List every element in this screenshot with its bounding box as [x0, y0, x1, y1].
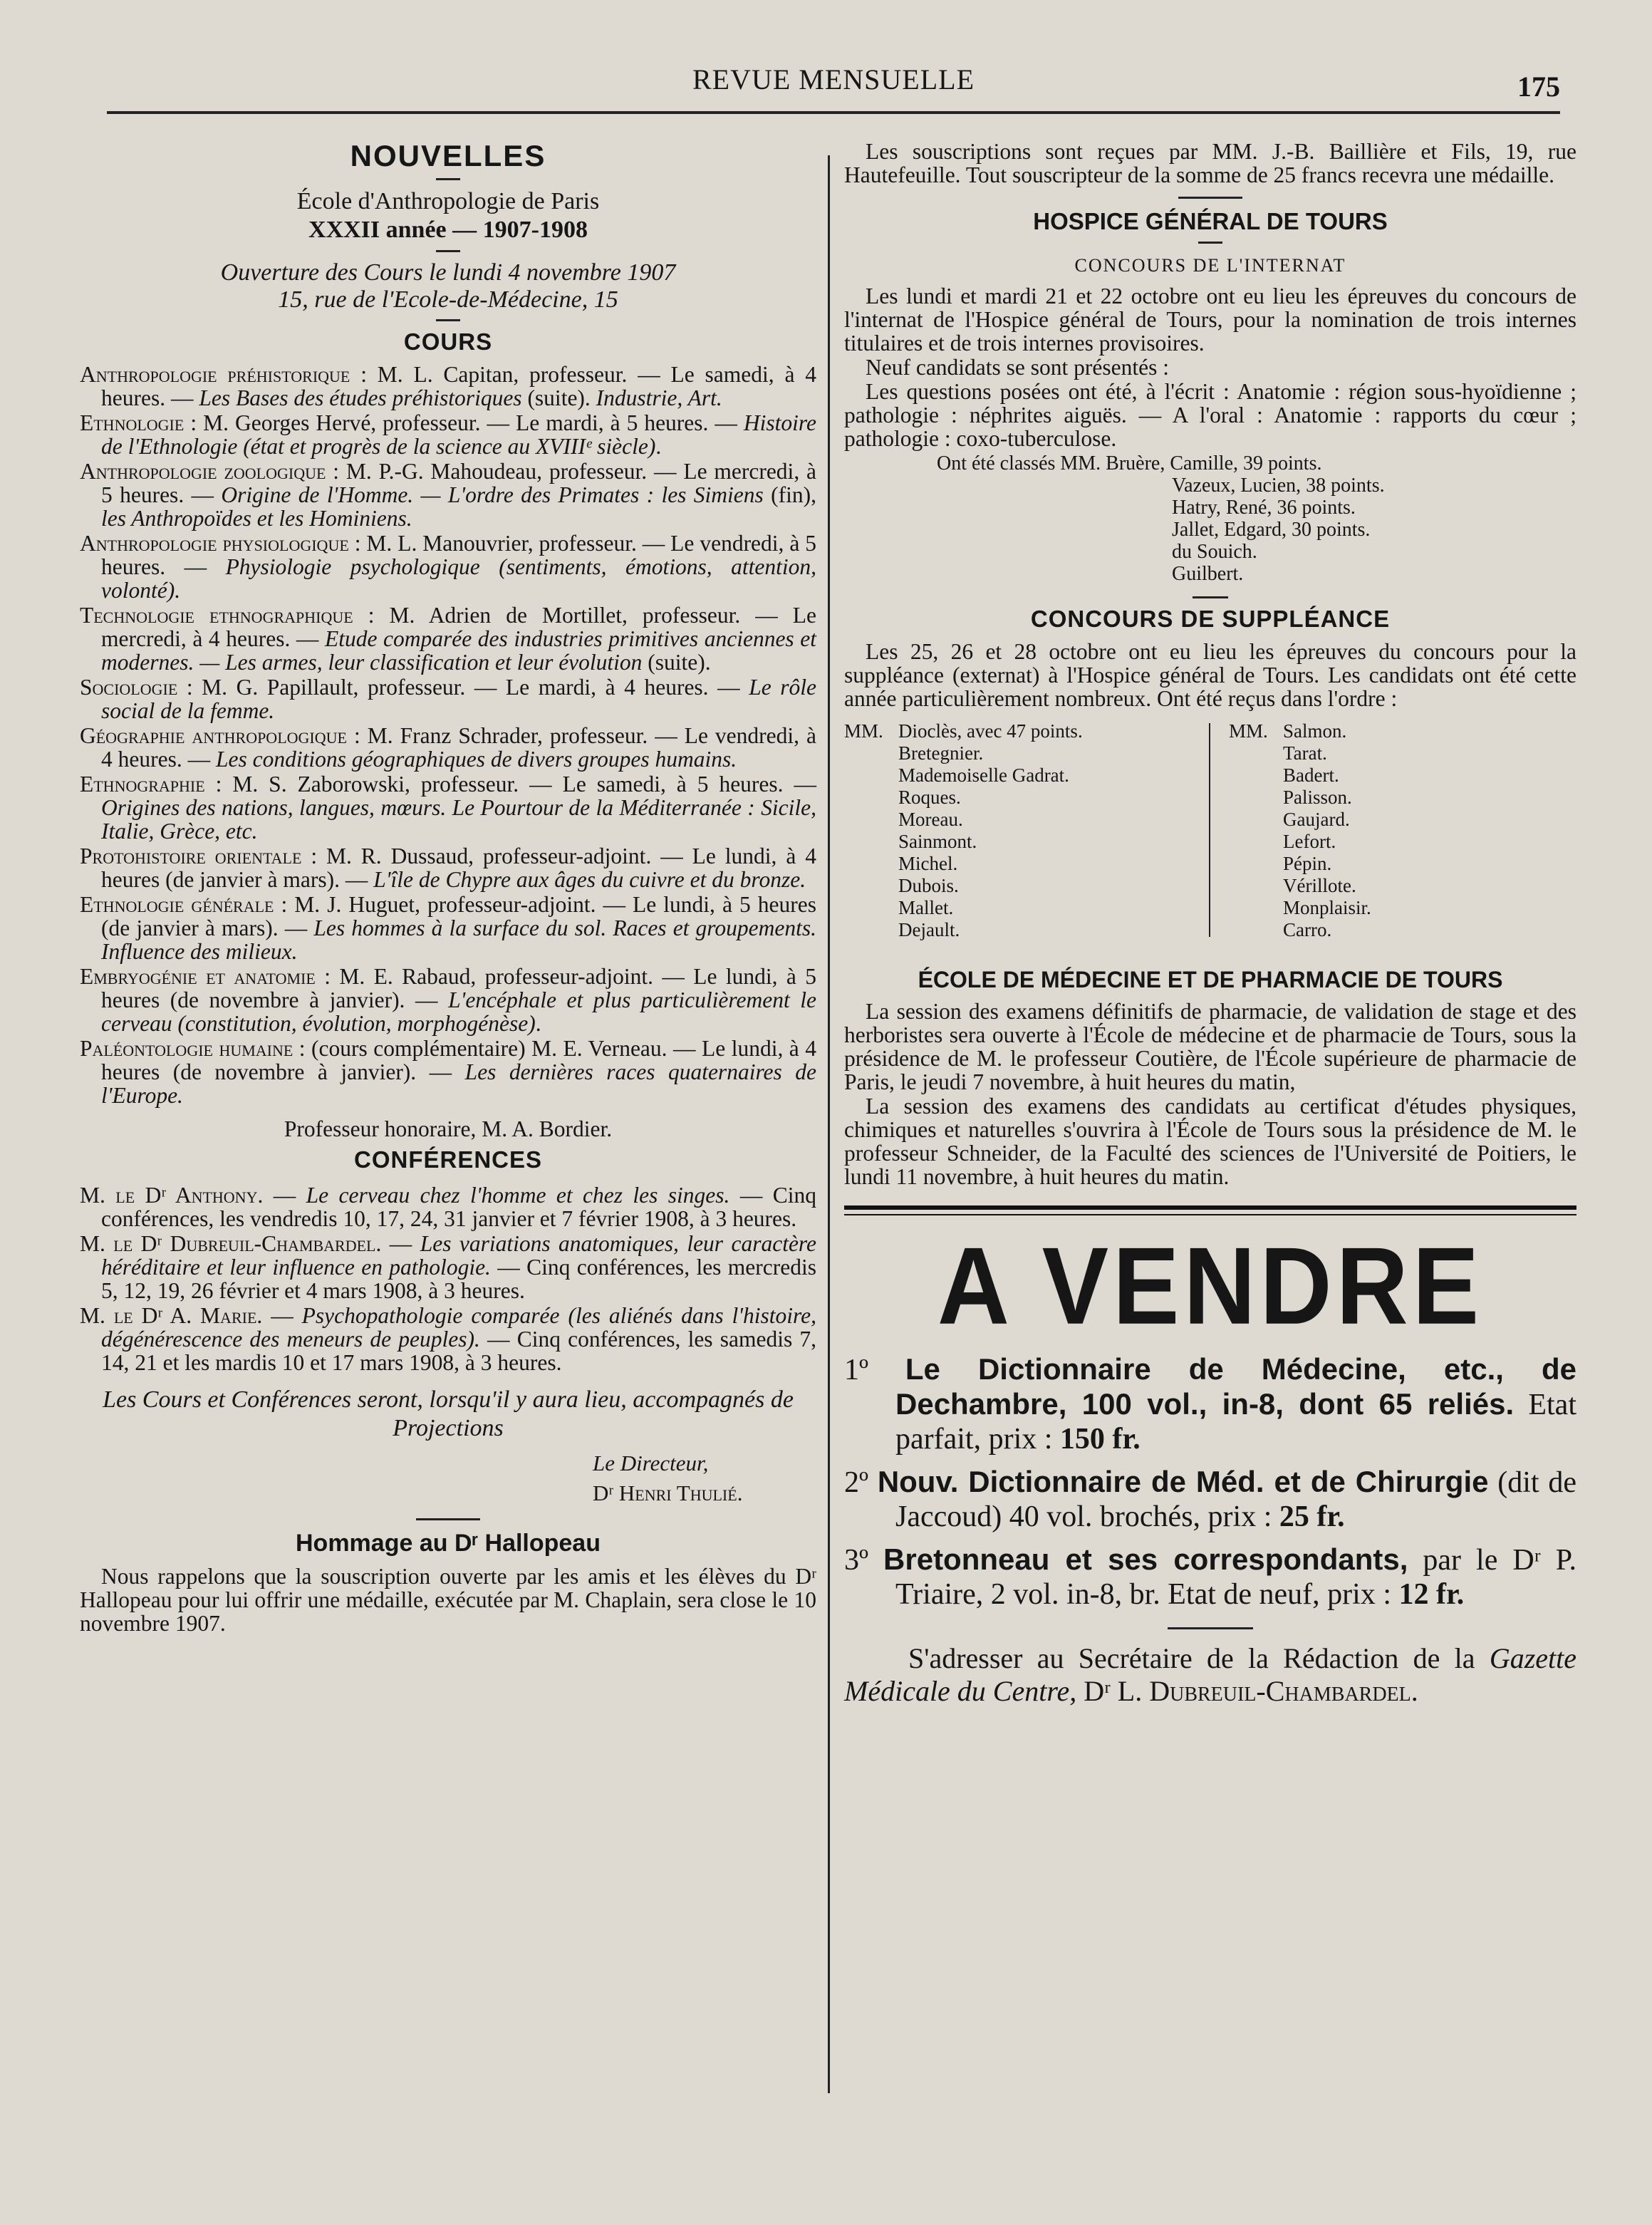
course-subject: Sociologie — [80, 675, 178, 700]
left-column — [80, 140, 816, 1636]
suppleance-title: CONCOURS DE SUPPLÉANCE — [1030, 606, 1391, 632]
ranked-candidate: du Souich. — [1172, 541, 1257, 563]
hommage-title: Hommage au Dʳ Hallopeau — [296, 1530, 601, 1557]
contact-text: S'adresser au Secrétaire de la Rédaction de la — [908, 1642, 1490, 1674]
candidate-row — [844, 919, 1200, 941]
candidate-name: Badert. — [1283, 764, 1339, 786]
advert-items — [844, 1352, 1576, 1612]
list-divider — [1209, 723, 1210, 937]
column-divider — [828, 155, 830, 2093]
dash-separator — [1198, 242, 1222, 244]
dash-separator — [416, 1518, 480, 1520]
internat-paragraph-2: Neuf candidats se sont présentés : — [866, 355, 1170, 380]
right-column — [844, 140, 1576, 1708]
course-topic: Les Bases des études préhistoriques — [199, 385, 522, 410]
ecole-paragraph-1: La session des examens définitifs de pharmacie, de validation de stage et des herboristes sera ouverte à l'École de médecine et de pharmacie de Tours, sous la présidence de M. le professeur Coutière, de l'École supérieure de pharmacie de Paris, le jeudi 7 novembre, à huit heures du matin, — [844, 999, 1576, 1094]
item-details: par le Dʳ P. Triaire, 2 vol. in-8, br. Etat de neuf, prix : — [895, 1544, 1576, 1611]
internat-title: CONCOURS DE L'INTERNAT — [1074, 255, 1346, 276]
candidate-name: Lefort. — [1283, 831, 1336, 852]
list-prefix: MM. — [844, 720, 883, 742]
course-details: : (cours complémentaire) M. E. Verneau. — Le lundi, à 4 heures (de novembre à janvier). — — [101, 1036, 816, 1084]
course-entry — [80, 363, 816, 410]
candidate-name: Michel. — [898, 853, 958, 874]
suppleance-lists — [844, 720, 1576, 943]
course-subject: Protohistoire orientale — [80, 844, 302, 868]
course-topic: Histoire de l'Ethnologie (état et progrès de la science au XVIIIᵉ siècle) — [101, 410, 816, 459]
contact-person: Dʳ L. Dubreuil-Chambardel. — [1076, 1675, 1418, 1707]
candidate-name: Tarat. — [1283, 742, 1327, 764]
ranked-candidate: Hatry, René, 36 points. — [1172, 497, 1356, 519]
candidate-name: Moreau. — [898, 809, 963, 830]
course-topic: Physiologie psychologique (sentiments, émotions, attention, volonté). — [101, 554, 816, 603]
course-topic: L'île de Chypre aux âges du cuivre et du bronze. — [373, 867, 806, 892]
candidate-row — [1229, 831, 1571, 853]
conference-dash: — — [263, 1183, 306, 1208]
conference-topic: Les variations anatomiques, leur caractère héréditaire et leur influence en pathologie. — [101, 1231, 816, 1280]
candidate-name: Pépin. — [1283, 853, 1332, 874]
item-price: 25 fr. — [1279, 1500, 1345, 1533]
course-details: : M. Franz Schrader, professeur. — Le vendredi, à 4 heures. — — [101, 723, 816, 772]
course-topic: Origine de l'Homme. — L'ordre des Primates : les Simiens — [221, 482, 764, 507]
candidate-row — [844, 897, 1200, 919]
advert-rule-thin — [844, 1214, 1576, 1215]
candidate-row — [1229, 764, 1571, 787]
candidate-name: Dubois. — [898, 875, 959, 896]
item-price: 12 fr. — [1398, 1578, 1465, 1611]
candidate-name: Dioclès, avec 47 points. — [898, 720, 1083, 742]
candidate-row — [1229, 720, 1571, 742]
dash-separator — [1193, 596, 1228, 598]
internat-paragraph-1: Les lundi et mardi 21 et 22 octobre ont eu lieu les épreuves du concours de l'internat de l'Hospice général de Tours, pour la nomination de trois internes titulaires et de trois internes provisoires. — [844, 284, 1576, 356]
conference-speaker: M. le Dʳ Anthony. — [80, 1183, 264, 1208]
course-subject: Technologie ethnographique — [80, 603, 353, 628]
candidate-row — [844, 853, 1200, 875]
course-subject: Géographie anthropologique — [80, 723, 347, 748]
conference-topic: Le cerveau chez l'homme et chez les singes. — [306, 1183, 730, 1208]
list-prefix: MM. — [1229, 720, 1268, 742]
candidate-row — [1229, 809, 1571, 831]
conference-speaker: M. le Dʳ A. Marie. — [80, 1303, 263, 1328]
opening-date: Ouverture des Cours le lundi 4 novembre 1907 — [220, 259, 676, 286]
candidate-name: Gaujard. — [1283, 809, 1350, 830]
course-entry — [80, 460, 816, 530]
advert-item — [844, 1542, 1576, 1612]
candidate-name: Mallet. — [898, 897, 954, 918]
internat-paragraph-3: Les questions posées ont été, à l'écrit : Anatomie : région sous-hyoïdienne ; pathologie : néphrites aiguës. — A l'oral : Anatomie : rapports du cœur ; pathologie : coxo-tuberculose. — [844, 379, 1576, 451]
course-note: (suite). — [642, 650, 711, 675]
ecole-paragraph-2: La session des examens des candidats au certificat d'études physiques, chimiques et naturelles s'ouvrira à l'École de Tours sous la présidence de M. le professeur Schneider, de la Faculté des sciences de l'Université de Poitiers, le lundi 11 novembre, à huit heures du matin. — [844, 1094, 1576, 1189]
candidate-name: Dejault. — [898, 919, 960, 940]
course-details: : M. L. Capitan, professeur. — Le samedi, à 4 heures. — — [101, 362, 816, 410]
candidate-name: Monplaisir. — [1283, 897, 1371, 918]
course-topic-2: Industrie, Art. — [596, 385, 722, 410]
course-note: (suite). — [521, 385, 596, 410]
item-number: 3º — [844, 1544, 869, 1577]
course-details: : M. J. Huguet, professeur-adjoint. — Le lundi, à 5 heures (de janvier à mars). — — [101, 892, 816, 940]
candidate-row — [1229, 742, 1571, 764]
candidate-row — [1229, 853, 1571, 875]
course-details: : M. S. Zaborowski, professeur. — Le samedi, à 5 heures. — — [204, 772, 816, 797]
candidate-name: Bretegnier. — [898, 742, 984, 764]
subscription-text: Les souscriptions sont reçues par MM. J.-B. Baillière et Fils, 19, rue Hautefeuille. Tout souscripteur de la somme de 25 francs recevra une médaille. — [844, 139, 1576, 187]
course-entry — [80, 531, 816, 602]
ranked-candidate: Jallet, Edgard, 30 points. — [1172, 519, 1371, 541]
page-header — [107, 63, 1560, 105]
course-topic: Les hommes à la surface du sol. Races et groupements. Influence des milieux. — [101, 916, 816, 964]
course-subject: Paléontologie humaine — [80, 1036, 293, 1061]
course-subject: Ethnologie — [80, 410, 185, 435]
projection-note: Les Cours et Conférences seront, lorsqu'il y aura lieu, accompagnés de Projections — [103, 1386, 794, 1441]
conferences-heading: CONFÉRENCES — [353, 1146, 543, 1173]
course-entry — [80, 893, 816, 963]
course-topic: Le rôle social de la femme. — [101, 675, 816, 723]
course-details: : M. E. Rabaud, professeur-adjoint. — Le lundi, à 5 heures (de novembre à janvier). — — [101, 964, 816, 1012]
candidate-row — [844, 720, 1200, 742]
item-price: 150 fr. — [1059, 1423, 1141, 1456]
conference-list — [80, 1183, 816, 1374]
running-title: REVUE MENSUELLE — [692, 63, 975, 95]
course-entry — [80, 965, 816, 1035]
conference-schedule: — Cinq conférences, les samedis 7, 14, 21 et les mardis 10 et 17 mars 1908, à 3 heures. — [101, 1327, 816, 1375]
course-note: (fin), — [763, 482, 816, 507]
advert-title: A VENDRE — [937, 1224, 1484, 1347]
candidate-name: Vérillote. — [1283, 875, 1356, 896]
dash-separator — [1178, 197, 1242, 199]
hospice-title: HOSPICE GÉNÉRAL DE TOURS — [1033, 208, 1388, 234]
candidate-row — [1229, 875, 1571, 897]
header-rule — [107, 111, 1560, 114]
hommage-text: Nous rappelons que la souscription ouverte par les amis et les élèves du Dʳ Hallopeau pour lui offrir une médaille, exécutée par M. Chaplain, sera close le 10 novembre 1907. — [80, 1564, 816, 1636]
candidate-row — [844, 809, 1200, 831]
course-entry — [80, 603, 816, 674]
academic-year: XXXII année — 1907-1908 — [308, 217, 588, 243]
ranked-list — [1172, 475, 1576, 585]
course-details: : M. Georges Hervé, professeur. — Le mardi, à 5 heures. — — [184, 410, 744, 435]
dash-separator — [436, 178, 460, 180]
conference-entry — [80, 1304, 816, 1374]
course-entry — [80, 675, 816, 722]
course-details: : M. L. Manouvrier, professeur. — Le vendredi, à 5 heures. — — [101, 531, 817, 579]
school-name: École d'Anthropologie de Paris — [296, 188, 600, 214]
item-title: Le Dictionnaire de Médecine, etc., de Dechambre, 100 vol., in-8, dont 65 reliés. — [895, 1352, 1576, 1421]
course-entry — [80, 411, 816, 458]
course-details: : M. P.-G. Mahoudeau, professeur. — Le mercredi, à 5 heures. — — [101, 459, 817, 507]
course-details: : M. R. Dussaud, professeur-adjoint. — Le lundi, à 4 heures (de janvier à mars). — — [101, 844, 816, 892]
course-entry — [80, 724, 816, 771]
candidate-name: Palisson. — [1283, 787, 1352, 808]
ranked-intro: Ont été classés MM. Bruère, Camille, 39 points. — [937, 452, 1322, 474]
item-title: Nouv. Dictionnaire de Méd. et de Chirurgie — [877, 1465, 1489, 1498]
candidate-name: Carro. — [1283, 919, 1332, 940]
dash-separator — [436, 319, 460, 321]
gazette-name: Gazette Médicale du Centre, — [844, 1642, 1576, 1707]
conference-entry — [80, 1183, 816, 1230]
course-topic: Origines des nations, langues, mœurs. Le Pourtour de la Méditerranée : Sicile, Italie, Grèce, etc. — [101, 795, 816, 844]
candidate-row — [844, 831, 1200, 853]
candidate-name: Salmon. — [1283, 720, 1347, 742]
course-subject: Anthropologie préhistorique — [80, 362, 350, 387]
course-subject: Ethnographie — [80, 772, 205, 797]
honorary-professor: Professeur honoraire, M. A. Bordier. — [284, 1116, 613, 1141]
candidate-name: Roques. — [898, 787, 961, 808]
advert-item — [844, 1352, 1576, 1456]
advert-rule-thick — [844, 1205, 1576, 1210]
course-list — [80, 363, 816, 1107]
course-details: : M. Adrien de Mortillet, professeur. — Le mercredi, à 4 heures. — — [101, 603, 816, 651]
course-topic: L'encéphale et plus particulièrement le cerveau (constitution, évolution, morphogénèse) — [101, 987, 816, 1036]
item-number: 1º — [844, 1354, 869, 1386]
course-note: . — [655, 434, 662, 459]
suppleance-text: Les 25, 26 et 28 octobre ont eu lieu les épreuves du concours pour la suppléance (externat) à l'Hospice général de Tours. Les candidats ont été cette année particulièrement nombreux. Ont été reçus dans l'ordre : — [844, 639, 1576, 711]
course-entry — [80, 1037, 816, 1107]
suppleance-list-a — [844, 720, 1200, 941]
course-topic: Les dernières races quaternaires de l'Europe. — [101, 1059, 817, 1108]
item-title: Bretonneau et ses correspondants, — [883, 1542, 1408, 1576]
ecole-title: ÉCOLE DE MÉDECINE ET DE PHARMACIE DE TOURS — [918, 967, 1503, 992]
suppleance-list-b — [1229, 720, 1571, 941]
conference-entry — [80, 1232, 816, 1302]
candidate-row — [844, 742, 1200, 764]
ranked-candidate: Guilbert. — [1172, 563, 1244, 585]
page-number: 175 — [1517, 71, 1560, 103]
course-details: : M. G. Papillault, professeur. — Le mardi, à 4 heures. — — [177, 675, 749, 700]
section-title-nouvelles: NOUVELLES — [350, 139, 546, 172]
advert-item — [844, 1465, 1576, 1534]
advert-contact — [844, 1642, 1576, 1708]
course-subject: Anthropologie physiologique — [80, 531, 349, 556]
opening-address: 15, rue de l'Ecole-de-Médecine, 15 — [278, 286, 618, 313]
conference-topic: Psychopathologie comparée (les aliénés dans l'histoire, dégénérescence des meneurs de peuples). — [101, 1303, 816, 1352]
cours-heading: COURS — [403, 328, 493, 355]
candidate-row — [844, 787, 1200, 809]
dash-separator — [1168, 1627, 1253, 1629]
director-label: Le Directeur, — [593, 1451, 709, 1475]
candidate-name: Mademoiselle Gadrat. — [898, 764, 1069, 786]
course-subject: Embryogénie et anatomie — [80, 964, 316, 989]
candidate-row — [844, 764, 1200, 787]
conference-dash: — — [381, 1231, 420, 1256]
course-subject: Ethnologie générale — [80, 892, 274, 917]
candidate-row — [844, 875, 1200, 897]
candidate-name: Sainmont. — [898, 831, 977, 852]
course-topic: Etude comparée des industries primitives anciennes et modernes. — Les armes, leur classification et leur évolution — [101, 626, 816, 675]
course-topic: Les conditions géographiques de divers groupes humains. — [215, 747, 737, 772]
item-number: 2º — [844, 1466, 869, 1499]
candidate-row — [1229, 919, 1571, 941]
candidate-row — [1229, 787, 1571, 809]
conference-speaker: M. le Dʳ Dubreuil-Chambardel. — [80, 1231, 382, 1256]
conference-dash: — — [262, 1303, 302, 1328]
ranked-candidate: Vazeux, Lucien, 38 points. — [1172, 474, 1385, 497]
course-topic-2: les Anthropoïdes et les Hominiens. — [101, 506, 412, 531]
course-entry — [80, 844, 816, 891]
item-details: Etat parfait, prix : — [895, 1389, 1576, 1456]
course-subject: Anthropologie zoologique — [80, 459, 326, 484]
dash-separator — [436, 250, 460, 252]
course-entry — [80, 772, 816, 843]
conference-schedule: — Cinq conférences, les mercredis 5, 12, 19, 26 février et 4 mars 1908, à 3 heures. — [101, 1255, 816, 1303]
director-name: Dʳ Henri Thulié. — [593, 1480, 743, 1505]
conference-schedule: — Cinq conférences, les vendredis 10, 17, 24, 31 janvier et 7 février 1908, à 3 heures. — [101, 1183, 816, 1231]
course-note: . — [535, 1011, 541, 1036]
item-details: (dit de Jaccoud) 40 vol. brochés, prix : — [895, 1466, 1577, 1533]
candidate-row — [1229, 897, 1571, 919]
